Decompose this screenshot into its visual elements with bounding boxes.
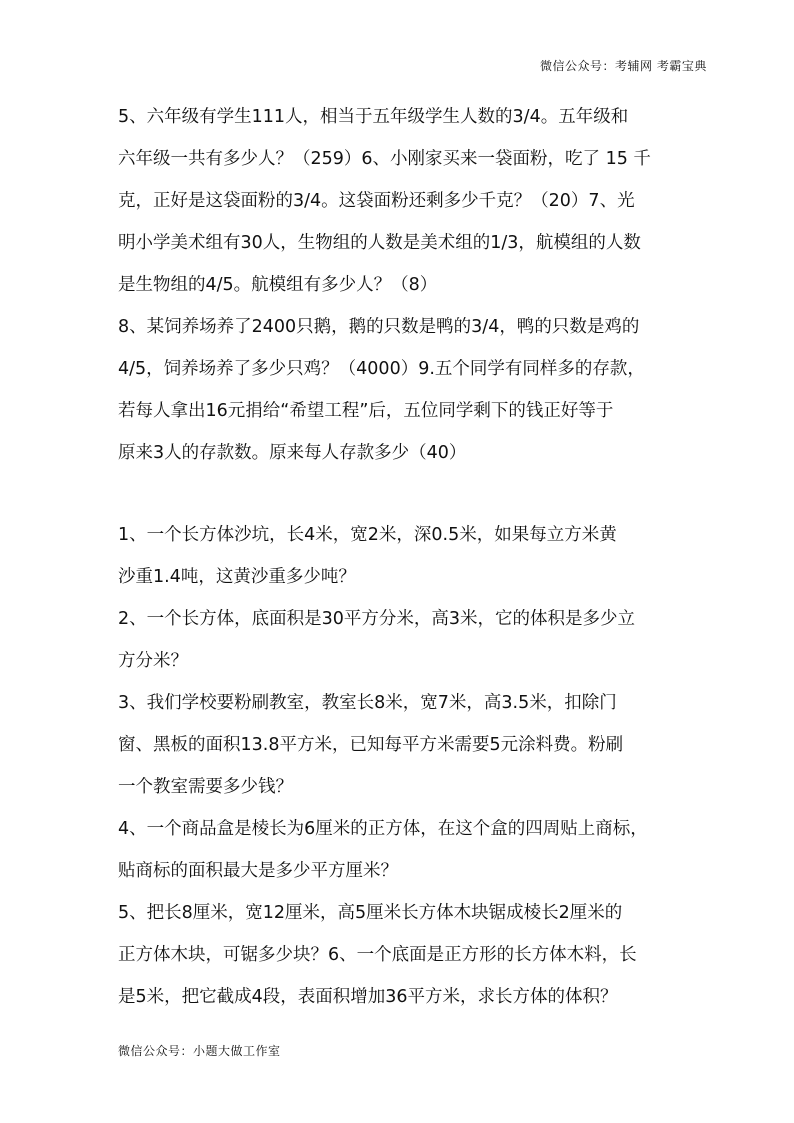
text-line: 3、我们学校要粉刷教室，教室长8米，宽7米，高3.5米，扣除门 [118,693,617,713]
text-line: 4/5，饲养场养了多少只鸡？（4000）9.五个同学有同样多的存款， [118,359,645,379]
header-watermark: 微信公众号：考辅网 考霸宝典 [540,59,707,73]
text-line: 若每人拿出16元捐给“希望工程”后，五位同学剩下的钱正好等于 [118,401,614,421]
text-line: 明小学美术组有30人，生物组的人数是美术组的1/3，航模组的人数 [118,233,641,253]
text-line: 8、某饲养场养了2400只鹅，鹅的只数是鸭的3/4，鸭的只数是鸡的 [118,317,640,337]
problem-block-volume [118,514,676,1018]
text-line: 5、六年级有学生111人，相当于五年级学生人数的3/4。五年级和 [118,107,629,127]
text-line: 沙重1.4吨，这黄沙重多少吨？ [118,567,356,587]
footer-watermark: 微信公众号：小题大做工作室 [118,1044,281,1058]
text-line: 正方体木块，可锯多少块？6、一个底面是正方形的长方体木料，长 [118,945,637,965]
text-line: 克，正好是这袋面粉的3/4。这袋面粉还剩多少千克？（20）7、光 [118,191,635,211]
text-line: 六年级一共有多少人？（259）6、小刚家买来一袋面粉，吃了 15 千 [118,149,651,169]
text-line: 5、把长8厘米，宽12厘米，高5厘米长方体木块锯成棱长2厘米的 [118,903,623,923]
text-line: 是生物组的4/5。航模组有多少人？（8） [118,275,438,295]
text-line: 方分米？ [118,651,188,671]
text-line: 1、一个长方体沙坑，长4米，宽2米，深0.5米，如果每立方米黄 [118,525,617,545]
text-line: 窗、黑板的面积13.8平方米，已知每平方米需要5元涂料费。粉刷 [118,735,624,755]
problem-block-fractions [118,96,676,474]
text-line: 4、一个商品盒是棱长为6厘米的正方体，在这个盒的四周贴上商标， [118,819,648,839]
text-line: 原来3人的存款数。原来每人存款多少（40） [118,443,467,463]
text-line: 一个教室需要多少钱？ [118,777,293,797]
text-line: 是5米，把它截成4段，表面积增加36平方米，求长方体的体积？ [118,987,618,1007]
text-line: 2、一个长方体，底面积是30平方分米，高3米，它的体积是多少立 [118,609,636,629]
text-line: 贴商标的面积最大是多少平方厘米？ [118,861,398,881]
